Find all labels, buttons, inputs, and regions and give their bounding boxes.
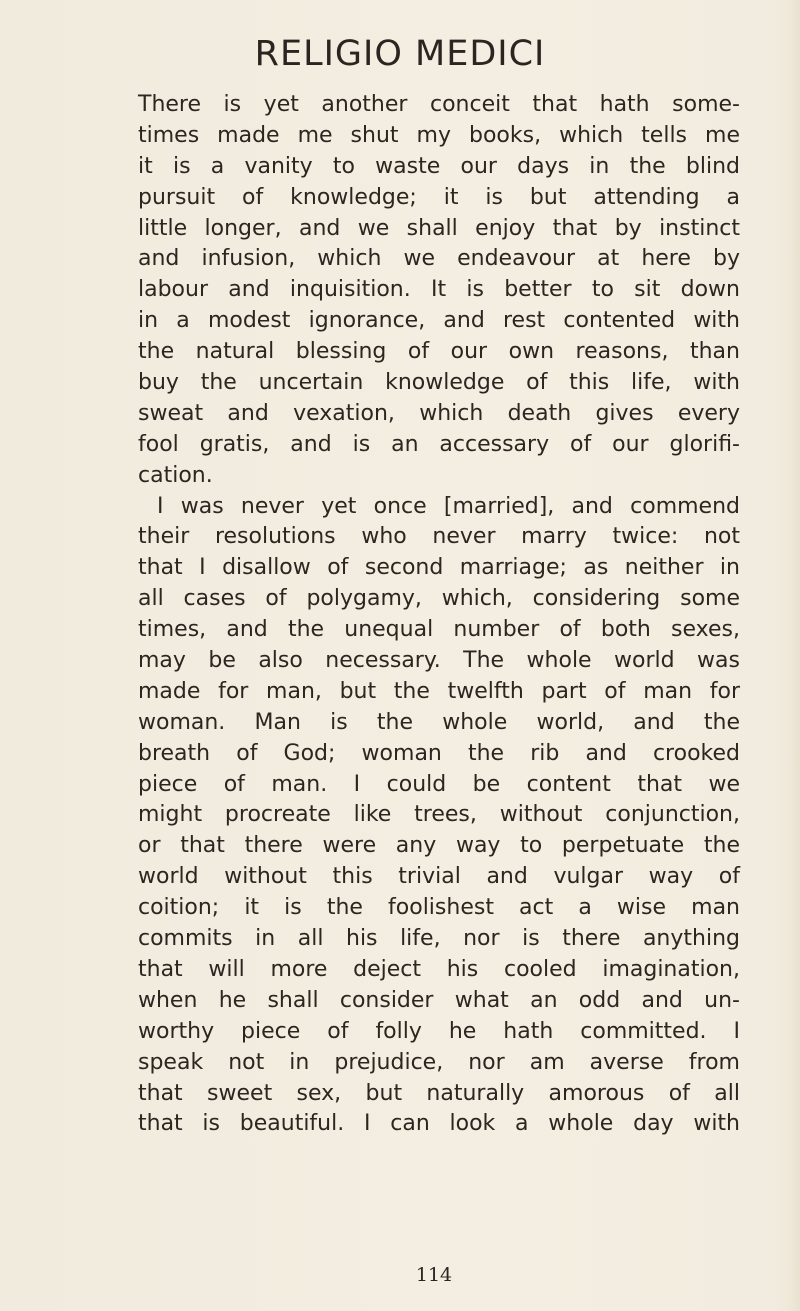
text-line: may be also necessary. The whole world was bbox=[138, 648, 740, 674]
text-line: breath of God; woman the rib and crooked bbox=[138, 740, 740, 766]
text-line: worthy piece of folly he hath committed. I bbox=[138, 1018, 740, 1044]
paragraph bbox=[138, 492, 740, 1141]
text-line: made for man, but the twelfth part of man for bbox=[138, 678, 740, 704]
text-line: coition; it is the foolishest act a wise man bbox=[138, 895, 740, 921]
text-line: and infusion, which we endeavour at here by bbox=[138, 246, 740, 272]
text-line: times, and the unequal number of both sexes, bbox=[138, 617, 740, 643]
page-number: 114 bbox=[415, 1264, 453, 1286]
text-line: cation. bbox=[138, 462, 213, 488]
text-line: might procreate like trees, without conjunction, bbox=[138, 802, 740, 828]
text-line: that sweet sex, but naturally amorous of all bbox=[138, 1080, 740, 1106]
text-line: that will more deject his cooled imagination, bbox=[138, 956, 740, 982]
text-line: it is a vanity to waste our days in the blind bbox=[138, 153, 740, 179]
running-head: RELIGIO MEDICI bbox=[254, 34, 546, 74]
page-edge-shadow bbox=[772, 0, 800, 1311]
text-line: labour and inquisition. It is better to sit down bbox=[138, 277, 740, 303]
text-line: I was never yet once [married], and commend bbox=[157, 493, 740, 519]
body-text bbox=[138, 90, 740, 1140]
text-line: sweat and vexation, which death gives every bbox=[138, 400, 740, 426]
text-line: commits in all his life, nor is there anything bbox=[138, 926, 740, 952]
text-line: There is yet another conceit that hath some- bbox=[138, 92, 740, 117]
text-line: buy the uncertain knowledge of this life, with bbox=[138, 370, 740, 396]
text-line: that I disallow of second marriage; as neither in bbox=[138, 555, 740, 581]
text-line: pursuit of knowledge; it is but attending a bbox=[138, 184, 740, 210]
text-line: times made me shut my books, which tells me bbox=[138, 122, 740, 148]
text-line: in a modest ignorance, and rest contented with bbox=[138, 308, 740, 334]
text-line: woman. Man is the whole world, and the bbox=[138, 709, 740, 735]
text-line: all cases of polygamy, which, considering some bbox=[138, 586, 740, 612]
text-line: piece of man. I could be content that we bbox=[138, 771, 740, 797]
paragraph bbox=[138, 90, 740, 492]
text-line: little longer, and we shall enjoy that by instinct bbox=[138, 215, 740, 241]
text-line: speak not in prejudice, nor am averse from bbox=[138, 1049, 740, 1075]
text-line: when he shall consider what an odd and un- bbox=[138, 987, 740, 1013]
text-line: their resolutions who never marry twice: not bbox=[138, 524, 740, 550]
text-line: the natural blessing of our own reasons, than bbox=[138, 339, 740, 365]
text-line: fool gratis, and is an accessary of our glorifi- bbox=[138, 431, 740, 457]
text-line: world without this trivial and vulgar way of bbox=[138, 864, 740, 890]
text-line: or that there were any way to perpetuate the bbox=[138, 833, 740, 859]
text-line: that is beautiful. I can look a whole day with bbox=[138, 1111, 740, 1137]
